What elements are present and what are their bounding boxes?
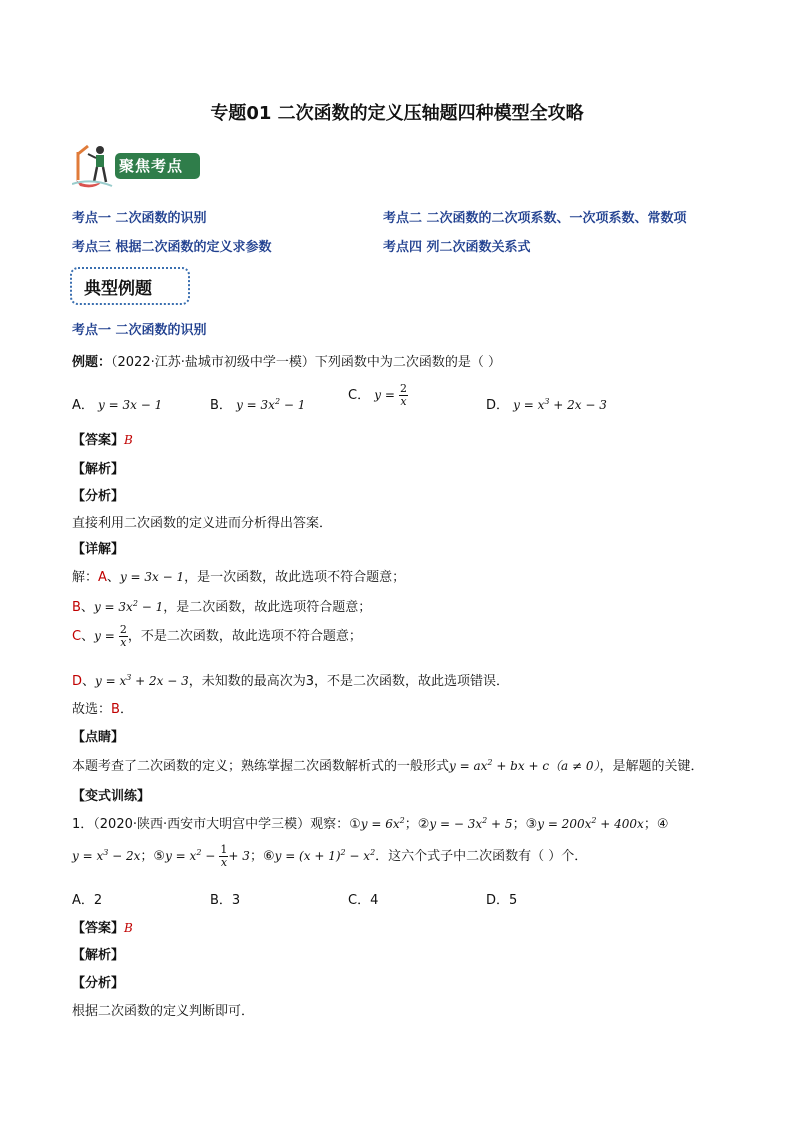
q1-option-b: B．3 bbox=[210, 893, 241, 908]
kaodian-1: 考点一 二次函数的识别 bbox=[72, 211, 207, 226]
detail-line-4: D、$y = x^3 + 2x - 3$，未知数的最高次为3，不是二次函数，故此选项错误． bbox=[72, 673, 510, 689]
detail-fraction: $\frac{2}{x}$ bbox=[119, 623, 127, 649]
page-title: 专题01 二次函数的定义压轴题四种模型全攻略 bbox=[210, 103, 584, 124]
answer-line bbox=[72, 429, 133, 448]
option-b bbox=[210, 394, 305, 413]
example-question bbox=[72, 351, 501, 370]
banner-label: 聚焦考点 bbox=[119, 157, 184, 175]
detail-line-5: 故选：B． bbox=[72, 702, 133, 717]
example-stem: （2022·江苏·盐城市初级中学一模）下列函数中为二次函数的是（ ） bbox=[111, 355, 501, 370]
detail-line-2: B、$y = 3x^2 - 1$，是二次函数，故此选项符合题意； bbox=[72, 599, 372, 615]
q1-option-d: D．5 bbox=[486, 893, 518, 908]
kaodian-2: 考点二 二次函数的二次项系数、一次项系数、常数项 bbox=[383, 211, 687, 226]
focus-banner bbox=[72, 142, 202, 190]
option-d bbox=[486, 394, 607, 413]
section-heading: 考点一 二次函数的识别 bbox=[72, 323, 207, 338]
analysis2-label: 【解析】 bbox=[72, 948, 125, 963]
q1-option-c: C．4 bbox=[348, 893, 379, 908]
answer2-line bbox=[72, 917, 133, 936]
fenxi-label: 【分析】 bbox=[72, 489, 125, 504]
detail-line-3: C、y = $\frac{2}{x}$ ，不是二次函数，故此选项不符合题意； bbox=[72, 623, 362, 649]
option-a-math: y = 3x − 1 bbox=[98, 398, 163, 412]
option-a bbox=[72, 394, 162, 413]
kaodian-3: 考点三 根据二次函数的定义求参数 bbox=[72, 240, 272, 255]
fenxi-text: 直接利用二次函数的定义进而分析得出答案． bbox=[72, 516, 333, 531]
answer2-value: B bbox=[124, 921, 133, 935]
option-c-label: C． bbox=[348, 388, 371, 403]
q1-line-2: $y = x^3 - 2x$；⑤y = $x^2$ − $\frac{1}{x}$ + 3；⑥y = $(x + 1)^2 - x^2$．这六个式子中二次函数有（ ）个． bbox=[72, 843, 588, 869]
option-d-math: $y = x^3 + 2x - 3$ bbox=[513, 397, 607, 412]
fenxi2-label: 【分析】 bbox=[72, 976, 125, 991]
option-a-label: A． bbox=[72, 398, 94, 413]
example-prefix: 例题： bbox=[72, 355, 112, 370]
q1-fraction: $\frac{1}{x}$ bbox=[220, 843, 228, 869]
option-b-label: B． bbox=[210, 398, 232, 413]
q1-line-1: 1．（2020·陕西·西安市大明宫中学三模）观察：①y = $6x^2$；②y = − $3x^2 + 5$；③y = $200x^2 + 400x$；④ bbox=[72, 816, 669, 832]
dianjing-label: 【点睛】 bbox=[72, 730, 125, 745]
detail-line-1: 解：A、y = 3x − 1，是一次函数，故此选项不符合题意； bbox=[72, 570, 406, 585]
xiangjie-label: 【详解】 bbox=[72, 542, 125, 557]
answer2-label: 【答案】 bbox=[72, 921, 125, 936]
bianshi-label: 【变式训练】 bbox=[72, 789, 151, 804]
option-c bbox=[348, 383, 408, 408]
option-c-fraction: $\frac{2}{x}$ bbox=[400, 382, 408, 408]
answer-label: 【答案】 bbox=[72, 433, 125, 448]
dianjing-text: 本题考查了二次函数的定义；熟练掌握二次函数解析式的一般形式$y = ax^2$ + bx + c（a ≠ 0），是解题的关键． bbox=[72, 758, 704, 774]
fenxi2-text: 根据二次函数的定义判断即可． bbox=[72, 1004, 255, 1019]
option-c-math: y = bbox=[374, 388, 395, 402]
typical-label: 典型例题 bbox=[84, 279, 152, 299]
option-b-math: $y = 3x^2 - 1$ bbox=[236, 397, 306, 412]
answer-value: B bbox=[124, 433, 133, 447]
q1-option-a: A．2 bbox=[72, 893, 103, 908]
analysis-label: 【解析】 bbox=[72, 462, 125, 477]
kaodian-4: 考点四 列二次函数关系式 bbox=[383, 240, 531, 255]
option-d-label: D． bbox=[486, 398, 510, 413]
